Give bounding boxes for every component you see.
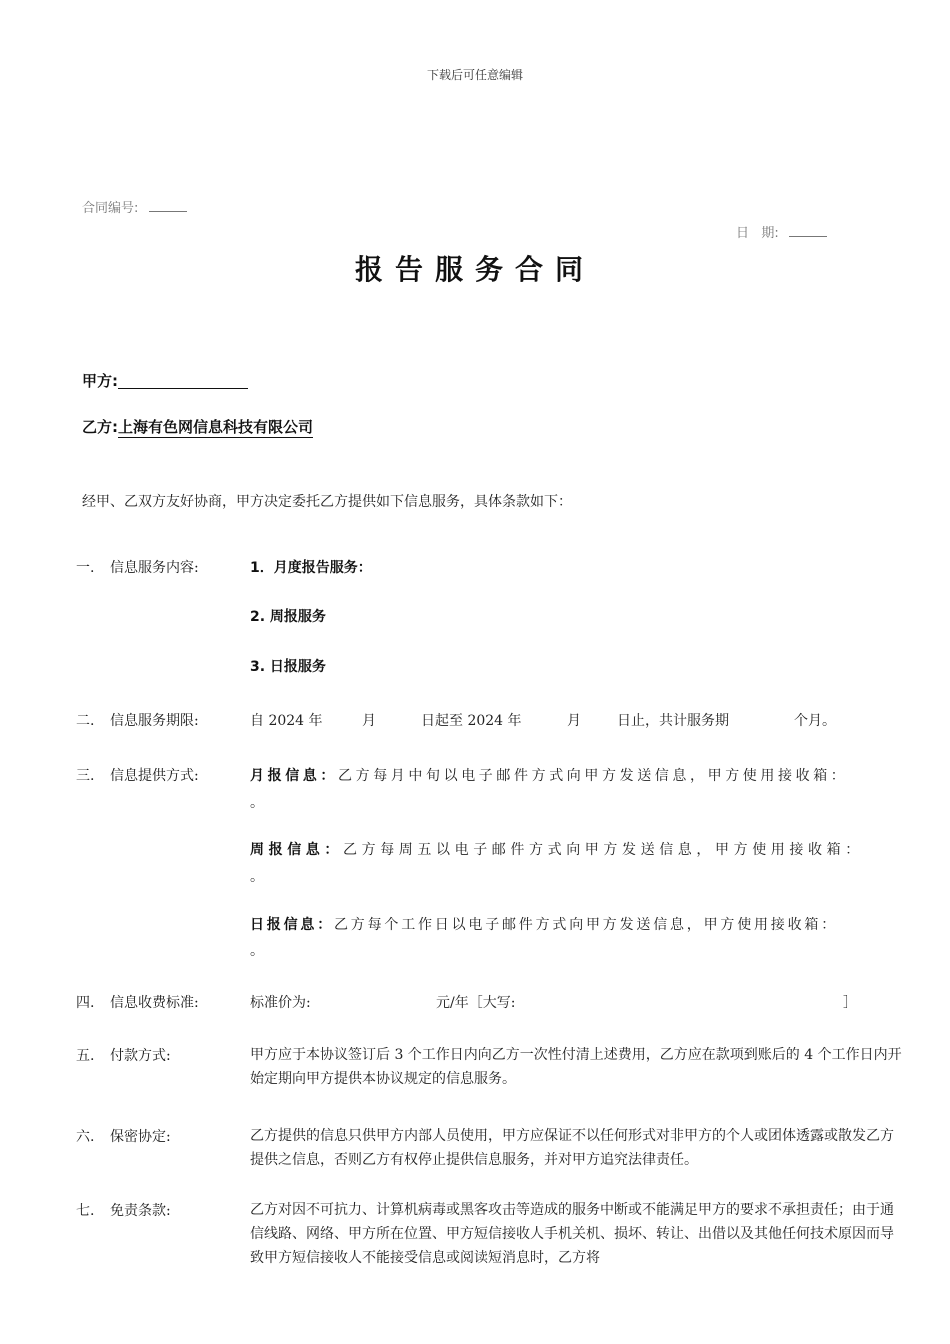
contract-number-label: 合同编号:: [82, 201, 139, 216]
payment-terms-text: 甲方应于本协议签订后 3 个工作日内向乙方一次性付清上述费用，乙方应在款项到账后的 4 个工作日内开始定期向甲方提供本协议规定的信息服务。: [250, 1047, 902, 1087]
delivery-weekly: [250, 839, 864, 859]
section-5-label: 付款方式:: [110, 1048, 171, 1064]
party-a: [82, 370, 248, 391]
header-note: 下载后可任意编辑: [426, 68, 523, 82]
page-title: 报告服务合同: [354, 253, 595, 286]
contract-date: [736, 222, 827, 241]
delivery-monthly-text: 乙方每月中旬以电子邮件方式向甲方发送信息，甲方使用接收箱：: [338, 768, 849, 784]
service-term-months: 个月。: [794, 713, 836, 729]
service-term-end-month: 月: [567, 713, 581, 729]
section-6-label: 保密协定:: [110, 1129, 171, 1145]
party-a-blank: [118, 374, 248, 389]
contract-number-blank: [149, 199, 187, 212]
intro-text: 经甲、乙双方友好协商，甲方决定委托乙方提供如下信息服务，具体条款如下：: [82, 494, 572, 510]
service-term-start-month: 月: [362, 713, 376, 729]
delivery-weekly-label: 周报信息：: [250, 842, 343, 858]
delivery-daily-end: 。: [250, 943, 264, 959]
service-term-start-year: 自 2024 年: [250, 713, 323, 729]
date-label: 日 期:: [736, 226, 779, 241]
party-b-label: 乙方:: [82, 418, 118, 436]
delivery-monthly-end: 。: [250, 795, 264, 811]
delivery-monthly-label: 月报信息：: [250, 768, 338, 784]
delivery-daily-text: 乙方每个工作日以电子邮件方式向甲方发送信息，甲方使用接收箱：: [334, 917, 838, 933]
service-term-end-year: 日起至 2024 年: [421, 713, 522, 729]
service-item-daily: 3. 日报服务: [250, 659, 326, 675]
service-item-weekly: 2. 周报服务: [250, 609, 326, 625]
delivery-monthly: [250, 765, 848, 785]
delivery-weekly-end: 。: [250, 869, 264, 885]
delivery-weekly-text: 乙方每周五以电子邮件方式向甲方发送信息，甲方使用接收箱：: [343, 842, 864, 858]
confidentiality-text: 乙方提供的信息只供甲方内部人员使用，甲方应保证不以任何形式对非甲方的个人或团体透露或散发乙方提供之信息，否则乙方有权停止提供信息服务，并对甲方追究法律责任。: [250, 1128, 894, 1168]
service-item-monthly: 1．月度报告服务：: [250, 560, 372, 576]
date-blank: [789, 224, 827, 237]
contract-number: [82, 197, 187, 216]
fee-unit-capital: 元/年［大写:: [436, 995, 516, 1011]
section-2-label: 信息服务期限:: [110, 713, 199, 729]
section-2-number: 二.: [76, 713, 95, 729]
party-a-label: 甲方:: [82, 372, 118, 390]
party-b: [82, 416, 313, 438]
delivery-daily-label: 日报信息：: [250, 917, 334, 933]
section-7-number: 七.: [76, 1203, 95, 1219]
disclaimer-text: 乙方对因不可抗力、计算机病毒或黑客攻击等造成的服务中断或不能满足甲方的要求不承担责任；由于通信线路、网络、甲方所在位置、甲方短信接收人手机关机、损坏、转让、出借以及其他任何技术原因而导致甲方短信接收人不能接受信息或阅读短消息时，乙方将: [250, 1202, 894, 1266]
party-b-name: 上海有色网信息科技有限公司: [118, 418, 314, 436]
section-4-number: 四.: [76, 995, 95, 1011]
section-6-number: 六.: [76, 1129, 95, 1145]
section-3-label: 信息提供方式:: [110, 768, 199, 784]
section-1-number: 一.: [76, 560, 95, 576]
fee-close-bracket: ］: [843, 995, 857, 1011]
service-term-end-text: 日止，共计服务期: [617, 713, 729, 729]
fee-standard-label: 标准价为:: [250, 995, 311, 1011]
section-3-number: 三.: [76, 768, 95, 784]
section-4-label: 信息收费标准:: [110, 995, 199, 1011]
section-1-label: 信息服务内容:: [110, 560, 199, 576]
section-5-number: 五.: [76, 1048, 95, 1064]
delivery-daily: [250, 914, 838, 934]
section-7-label: 免责条款:: [110, 1203, 171, 1219]
